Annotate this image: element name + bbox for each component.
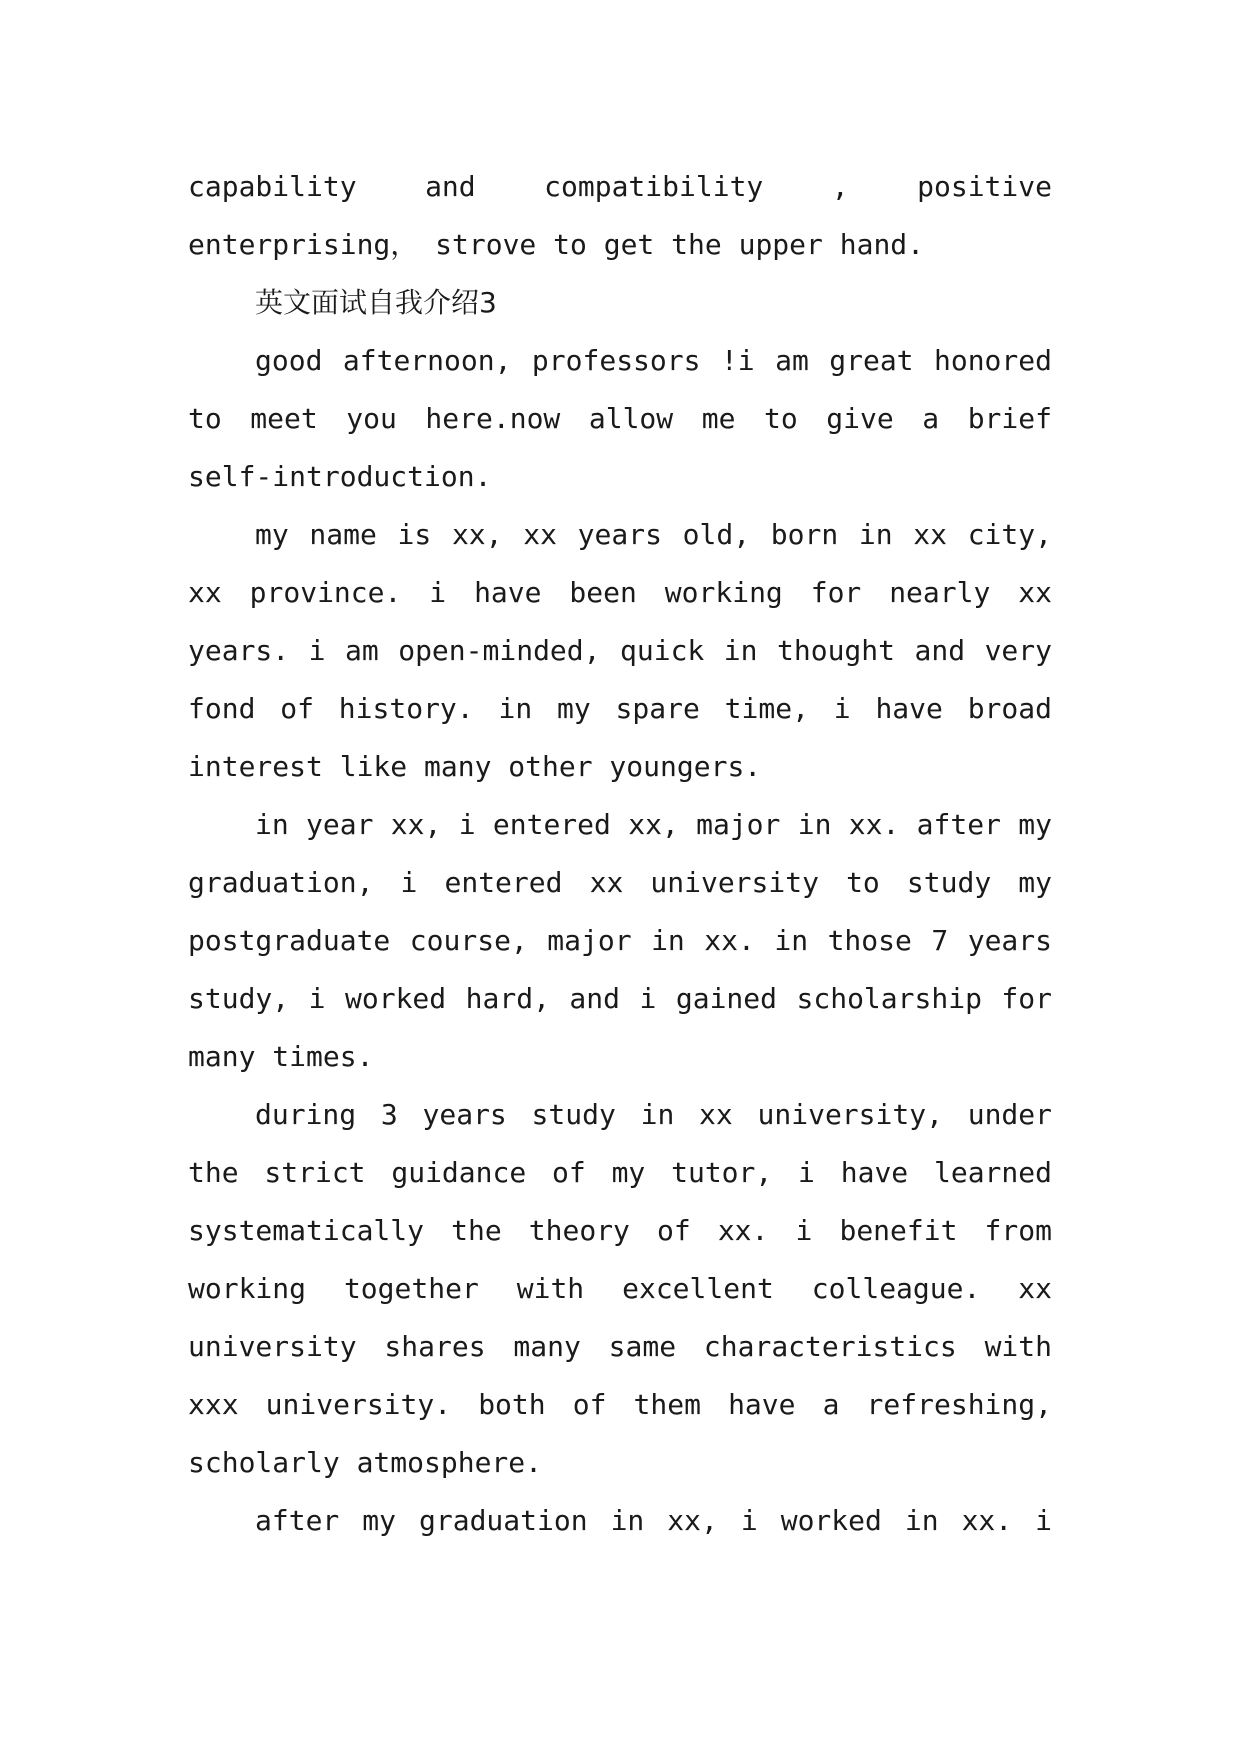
- section-heading: 英文面试自我介绍3: [255, 286, 497, 319]
- text-line: good afternoon, professors !i am great honored: [255, 344, 1052, 377]
- text-line: the strict guidance of my tutor, i have learned: [188, 1156, 1052, 1189]
- body-text: [188, 158, 1052, 1550]
- text-line: years. i am open-minded, quick in thought and very: [188, 634, 1052, 667]
- text-line: study, i worked hard, and i gained scholarship for: [188, 982, 1052, 1015]
- text-line: systematically the theory of xx. i benefit from: [188, 1214, 1052, 1247]
- text-line: postgraduate course, major in xx. in those 7 years: [188, 924, 1052, 957]
- text-line: scholarly atmosphere.: [188, 1446, 543, 1479]
- text-line: working together with excellent colleague. xx: [188, 1272, 1052, 1305]
- text-line: university shares many same characteristics with: [188, 1330, 1052, 1363]
- text-line: enterprising， strove to get the upper hand.: [188, 228, 925, 261]
- text-line: interest like many other youngers.: [188, 750, 762, 783]
- text-line: in year xx, i entered xx, major in xx. after my: [255, 808, 1052, 841]
- text-line: many times.: [188, 1040, 374, 1073]
- text-line: xx province. i have been working for nearly xx: [188, 576, 1052, 609]
- text-line: to meet you here.now allow me to give a brief: [188, 402, 1052, 435]
- text-line: my name is xx, xx years old, born in xx city,: [255, 518, 1052, 551]
- text-line: self-introduction.: [188, 460, 492, 493]
- text-line: xxx university. both of them have a refreshing,: [188, 1388, 1052, 1421]
- text-line: fond of history. in my spare time, i have broad: [188, 692, 1052, 725]
- text-line: during 3 years study in xx university, under: [255, 1098, 1052, 1131]
- text-line: graduation, i entered xx university to study my: [188, 866, 1052, 899]
- text-line: after my graduation in xx, i worked in xx. i: [255, 1504, 1052, 1537]
- text-line: capability and compatibility , positive: [188, 170, 1052, 203]
